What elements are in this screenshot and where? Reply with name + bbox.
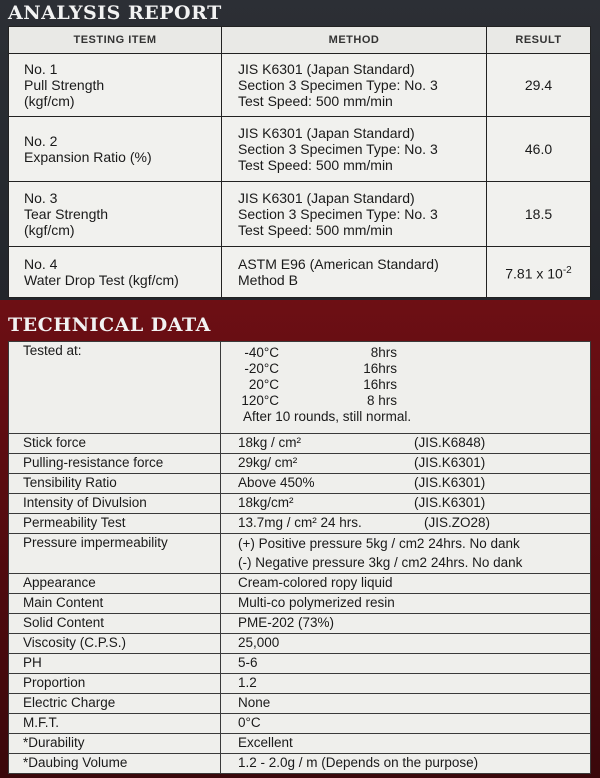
property-label: Pressure impermeability xyxy=(9,534,221,574)
result-base: 7.81 x 10 xyxy=(505,265,563,282)
standard-text: (JIS.K6301) xyxy=(414,475,486,490)
pressure-line: (+) Positive pressure 5kg / cm2 24hrs. No dank xyxy=(238,536,520,551)
property-label: Solid Content xyxy=(9,614,221,634)
analysis-table xyxy=(8,26,591,298)
standard-text: (JIS.K6848) xyxy=(414,435,486,450)
header-result: RESULT xyxy=(487,27,591,54)
header-testing-item: TESTING ITEM xyxy=(9,27,222,54)
testing-item-cell xyxy=(9,54,222,117)
method-line: JIS K6301 (Japan Standard) xyxy=(238,61,415,77)
property-value: 1.2 - 2.0g / m (Depends on the purpose) xyxy=(221,754,591,774)
property-label: Permeability Test xyxy=(9,514,221,534)
property-label: Main Content xyxy=(9,594,221,614)
property-label: Electric Charge xyxy=(9,694,221,714)
table-row xyxy=(9,182,591,247)
testing-item-cell xyxy=(9,182,222,247)
value-text: 18kg/cm² xyxy=(238,495,294,510)
method-cell xyxy=(222,117,487,182)
table-row xyxy=(9,434,591,454)
method-line: Test Speed: 500 mm/min xyxy=(238,157,393,173)
item-name: Pull Strength xyxy=(24,77,105,93)
technical-data-title: TECHNICAL DATA xyxy=(8,314,211,336)
pressure-line: (-) Negative pressure 3kg / cm2 24hrs. No dank xyxy=(238,555,523,570)
tested-at-note: After 10 rounds, still normal. xyxy=(243,409,412,424)
analysis-report-title: ANALYSIS REPORT xyxy=(8,2,222,24)
table-row xyxy=(9,754,591,774)
method-cell xyxy=(222,182,487,247)
table-row xyxy=(9,734,591,754)
property-value: PME-202 (73%) xyxy=(221,614,591,634)
property-value xyxy=(221,434,591,454)
property-label: *Durability xyxy=(9,734,221,754)
property-label: *Daubing Volume xyxy=(9,754,221,774)
result-exponent: -2 xyxy=(562,264,572,276)
result-cell: 29.4 xyxy=(487,54,591,117)
property-value: Multi-co polymerized resin xyxy=(221,594,591,614)
property-value xyxy=(221,454,591,474)
test-duration: 8 hrs xyxy=(366,393,397,408)
item-name: Expansion Ratio (%) xyxy=(24,149,152,165)
table-row xyxy=(9,634,591,654)
item-number: No. 2 xyxy=(24,133,58,149)
method-line: Test Speed: 500 mm/min xyxy=(238,222,393,238)
pressure-row xyxy=(9,534,591,574)
test-temperature: -40°C xyxy=(244,345,279,360)
table-row xyxy=(9,694,591,714)
test-temperature: 20°C xyxy=(248,377,279,392)
table-row xyxy=(9,454,591,474)
method-line: JIS K6301 (Japan Standard) xyxy=(238,190,415,206)
property-value: None xyxy=(221,694,591,714)
standard-text: (JIS.K6301) xyxy=(414,495,486,510)
test-duration: 16hrs xyxy=(363,361,397,376)
method-line: Method B xyxy=(238,272,298,288)
table-row xyxy=(9,247,591,298)
tested-at-label: Tested at: xyxy=(9,342,221,434)
property-value: 1.2 xyxy=(221,674,591,694)
property-value: 0°C xyxy=(221,714,591,734)
method-line: Section 3 Specimen Type: No. 3 xyxy=(238,77,438,93)
item-unit: (kgf/cm) xyxy=(24,222,75,238)
property-label: Intensity of Divulsion xyxy=(9,494,221,514)
tested-at-row xyxy=(9,342,591,434)
test-duration: 8hrs xyxy=(370,345,397,360)
method-line: JIS K6301 (Japan Standard) xyxy=(238,125,415,141)
analysis-header-row xyxy=(9,27,591,54)
value-text: 13.7mg / cm² 24 hrs. xyxy=(238,515,362,530)
tested-at-values xyxy=(221,342,591,434)
property-value xyxy=(221,474,591,494)
table-row xyxy=(9,494,591,514)
header-method: METHOD xyxy=(222,27,487,54)
testing-item-cell xyxy=(9,247,222,298)
method-cell xyxy=(222,247,487,298)
test-temperature: 120°C xyxy=(241,393,279,408)
item-unit: (kgf/cm) xyxy=(24,93,75,109)
property-label: Viscosity (C.P.S.) xyxy=(9,634,221,654)
standard-text: (JIS.ZO28) xyxy=(424,515,491,530)
technical-data-table xyxy=(8,341,591,774)
property-label: Proportion xyxy=(9,674,221,694)
property-label: Appearance xyxy=(9,574,221,594)
table-row xyxy=(9,654,591,674)
test-condition xyxy=(221,345,590,361)
table-row xyxy=(9,54,591,117)
table-row xyxy=(9,714,591,734)
result-cell: 18.5 xyxy=(487,182,591,247)
property-label: Pulling-resistance force xyxy=(9,454,221,474)
value-text: 29kg/ cm² xyxy=(238,455,298,470)
table-row xyxy=(9,594,591,614)
value-text: 18kg / cm² xyxy=(238,435,302,450)
property-value: Cream-colored ropy liquid xyxy=(221,574,591,594)
method-cell xyxy=(222,54,487,117)
item-name: Tear Strength xyxy=(24,206,109,222)
property-value xyxy=(221,494,591,514)
property-label: M.F.T. xyxy=(9,714,221,734)
result-cell: 46.0 xyxy=(487,117,591,182)
property-value xyxy=(221,514,591,534)
table-row xyxy=(9,614,591,634)
method-line: ASTM E96 (American Standard) xyxy=(238,256,439,272)
property-value: 25,000 xyxy=(221,634,591,654)
test-temperature: -20°C xyxy=(244,361,279,376)
table-row xyxy=(9,474,591,494)
test-condition xyxy=(221,377,590,393)
table-row xyxy=(9,514,591,534)
property-label: Stick force xyxy=(9,434,221,454)
table-row xyxy=(9,674,591,694)
method-line: Section 3 Specimen Type: No. 3 xyxy=(238,141,438,157)
item-number: No. 1 xyxy=(24,61,58,77)
property-value xyxy=(221,534,591,574)
test-condition xyxy=(221,361,590,377)
property-value: 5-6 xyxy=(221,654,591,674)
testing-item-cell xyxy=(9,117,222,182)
method-line: Section 3 Specimen Type: No. 3 xyxy=(238,206,438,222)
value-text: Above 450% xyxy=(238,475,315,490)
table-row xyxy=(9,117,591,182)
item-name: Water Drop Test (kgf/cm) xyxy=(24,272,179,288)
method-line: Test Speed: 500 mm/min xyxy=(238,93,393,109)
table-row xyxy=(9,574,591,594)
item-number: No. 4 xyxy=(24,256,58,272)
test-duration: 16hrs xyxy=(363,377,397,392)
standard-text: (JIS.K6301) xyxy=(414,455,486,470)
property-label: Tensibility Ratio xyxy=(9,474,221,494)
test-condition xyxy=(221,393,590,409)
result-cell xyxy=(487,247,591,298)
property-label: PH xyxy=(9,654,221,674)
property-value: Excellent xyxy=(221,734,591,754)
item-number: No. 3 xyxy=(24,190,58,206)
